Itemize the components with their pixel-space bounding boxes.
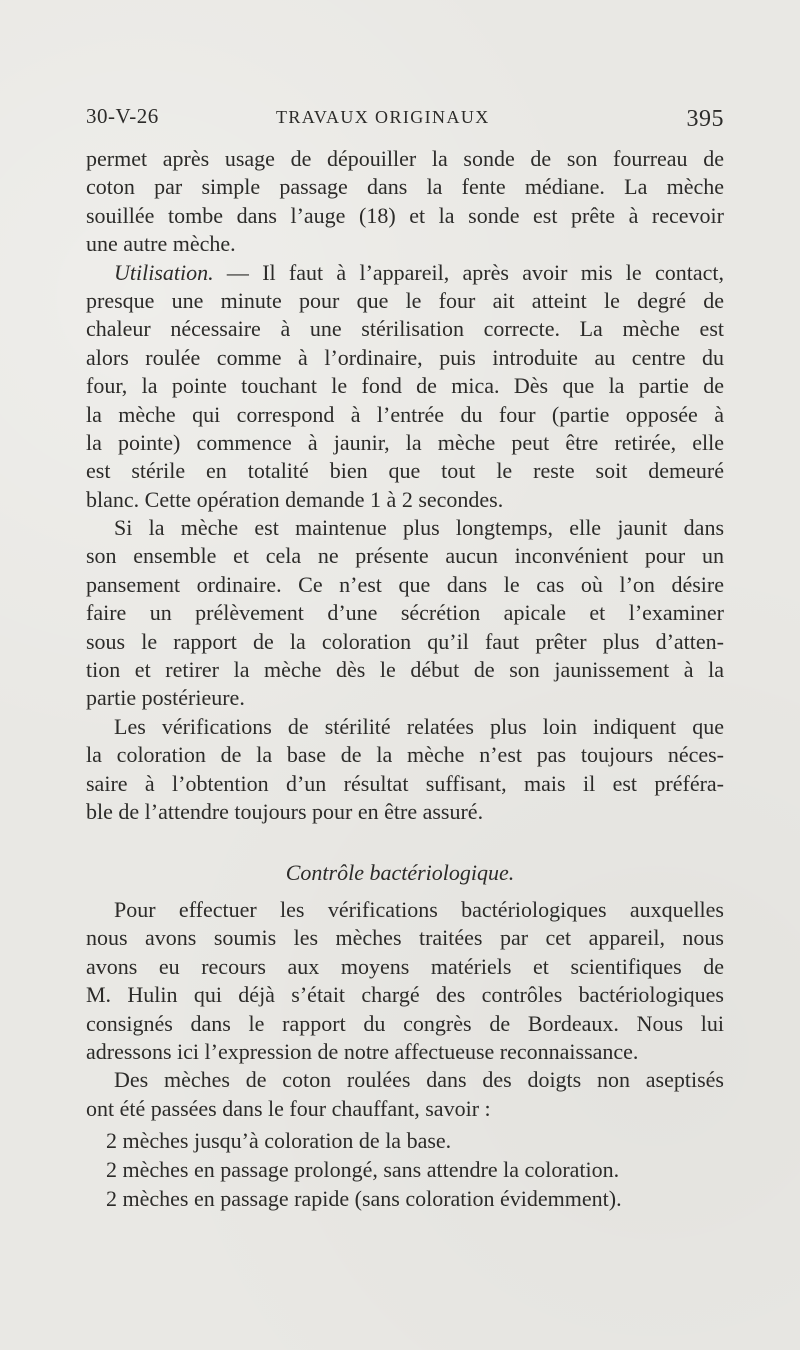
paragraph-line: une autre mèche. [86,231,236,257]
utilisation-first-text: — Il faut à l’appareil, après avoir mis le contact, [213,259,724,285]
issue-date: 30-V-26 [86,104,159,128]
paragraph-line: la pointe) commence à jaunir, la mèche peut être retirée, elle [86,429,724,455]
paragraph-line: consignés dans le rapport du congrès de Bordeaux. Nous lui [86,1010,724,1036]
list-item: 2 mèches en passage rapide (sans coloration évidemment). [106,1186,622,1211]
paragraph-line: tion et retirer la mèche dès le début de son jaunissement à la [86,657,724,683]
paragraph-line: faire un prélèvement d’une sécrétion apicale et l’examiner [86,600,724,626]
paragraph-line: chaleur nécessaire à une stérilisation correcte. La mèche est [86,316,724,342]
paragraph-line: alors roulée comme à l’ordinaire, puis introduite au centre du [86,344,724,370]
list-item: 2 mèches en passage prolongé, sans attendre la coloration. [106,1157,620,1182]
paragraph-line: sous le rapport de la coloration qu’il faut prêter plus d’atten- [86,628,724,654]
utilisation-label: Utilisation. [114,259,214,285]
paragraph-line: ont été passées dans le four chauffant, savoir : [86,1095,491,1121]
page-header [86,104,724,138]
paragraph-line: Des mèches de coton roulées dans des doigts non aseptisés [114,1067,724,1093]
page-number: 395 [686,106,724,132]
paragraph-line: pansement ordinaire. Ce n’est que dans le cas où l’on désire [86,571,724,597]
paragraph-line: blanc. Cette opération demande 1 à 2 secondes. [86,486,504,512]
paragraph-line: la coloration de la base de la mèche n’est pas toujours néces- [86,742,724,768]
paragraph-line: Pour effectuer les vérifications bactériologiques auxquelles [114,897,724,922]
paragraph-line: son ensemble et cela ne présente aucun inconvénient pour un [86,543,724,569]
test-list [86,1126,724,1213]
paragraph-line: M. Hulin qui déjà s’était chargé des contrôles bactériologiques [86,982,724,1008]
paragraph-line: saire à l’obtention d’un résultat suffisant, mais il est préféra- [86,770,724,796]
paragraph-line: partie postérieure. [86,685,245,711]
paragraph-line: Les vérifications de stérilité relatées plus loin indiquent que [114,713,724,739]
paragraph-line: la mèche qui correspond à l’entrée du four (partie opposée à [86,401,724,427]
paragraph-line: coton par simple passage dans la fente médiane. La mèche [86,174,724,200]
main-text-upper [86,145,724,826]
paragraph-line: souillée tombe dans l’auge (18) et la sonde est prête à recevoir [86,202,724,228]
running-title: TRAVAUX ORIGINAUX [276,107,490,127]
paragraph-line: nous avons soumis les mèches traitées par cet appareil, nous [86,925,724,951]
paragraph-line: avons eu recours aux moyens matériels et scientifiques de [86,953,724,979]
paragraph-line: adressons ici l’expression de notre affectueuse reconnaissance. [86,1038,639,1064]
paragraph-line: ble de l’attendre toujours pour en être assuré. [86,798,484,824]
paragraph-line: four, la pointe touchant le fond de mica. Dès que la partie de [86,373,724,399]
list-item: 2 mèches jusqu’à coloration de la base. [106,1128,452,1153]
paragraph-line: Si la mèche est maintenue plus longtemps, elle jaunit dans [114,515,724,541]
utilisation-first-line [86,259,724,287]
paragraph-line: presque une minute pour que le four ait atteint le degré de [86,287,724,313]
main-text-lower [86,896,724,1123]
paragraph-line: est stérile en totalité bien que tout le reste soit demeuré [86,458,724,484]
section-title: Contrôle bactériologique. [285,860,515,885]
paragraph-line: permet après usage de dépouiller la sonde de son fourreau de [86,146,724,171]
